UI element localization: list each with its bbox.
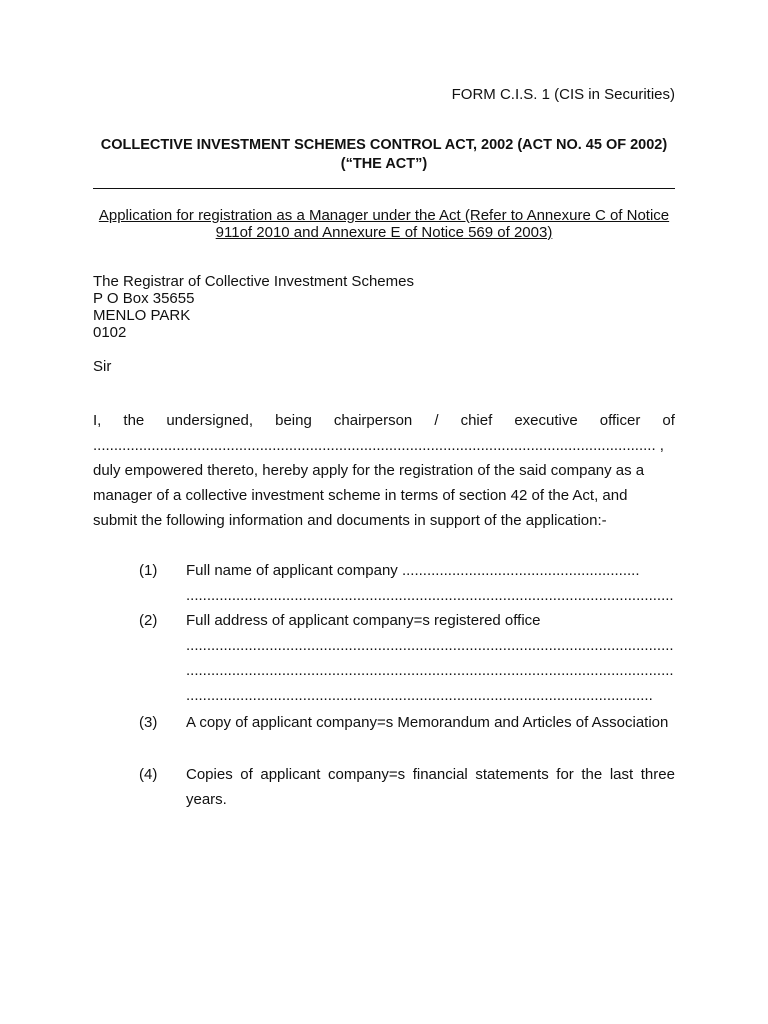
declaration-line: submit the following information and documents in support of the application:- (93, 512, 607, 529)
item-number: (2) (139, 612, 158, 629)
declaration-line: manager of a collective investment scheme in terms of section 42 of the Act, and (93, 487, 628, 504)
declaration-word: being (275, 412, 312, 429)
item-dotted-blank: ..................................................................................................................... (186, 587, 674, 604)
item-word: applicant (260, 766, 321, 783)
declaration-word: of (662, 412, 675, 429)
item-body (186, 762, 675, 812)
addressee-line: The Registrar of Collective Investment Schemes (93, 273, 414, 290)
declaration-line: duly empowered thereto, hereby apply for the registration of the said company as a (93, 462, 645, 479)
item-word: three (640, 766, 675, 783)
item-word: of (240, 766, 253, 783)
title-divider (93, 188, 675, 189)
addressee-line: P O Box 35655 (93, 290, 195, 307)
item-word: company=s (328, 766, 406, 783)
item-word: the (581, 766, 603, 783)
item-word: statements (475, 766, 549, 783)
addressee-line: MENLO PARK (93, 307, 191, 324)
declaration-word: I, (93, 412, 102, 429)
declaration-word: undersigned, (166, 412, 254, 429)
declaration-paragraph (93, 408, 675, 533)
item-number: (1) (139, 562, 158, 579)
declaration-word: the (123, 412, 145, 429)
act-title: COLLECTIVE INVESTMENT SCHEMES CONTROL ACT, 2002 (ACT NO. 45 OF 2002) (“THE ACT”) (100, 137, 668, 172)
item-word: Copies (186, 766, 233, 783)
declaration-word: chief (460, 412, 493, 429)
form-identifier: FORM C.I.S. 1 (CIS in Securities) (451, 86, 675, 103)
item-text: Full name of applicant company ......................................................... (186, 562, 640, 579)
declaration-word: executive (514, 412, 578, 429)
company-name-blank: ....................................................................................................................................... , (93, 437, 664, 454)
item-word: financial (412, 766, 468, 783)
item-number: (4) (139, 766, 158, 783)
item-dotted-blank: ..................................................................................................................... (186, 662, 674, 679)
declaration-first-line (93, 408, 675, 433)
item-body (186, 710, 675, 735)
item-word: for (556, 766, 574, 783)
addressee-line: 0102 (93, 324, 127, 341)
declaration-word: / (434, 412, 439, 429)
item-text: A copy of applicant company=s Memorandum and Articles of Association (186, 714, 669, 731)
item-body (186, 608, 675, 708)
item-dotted-blank: ..................................................................................................................... (186, 637, 674, 654)
application-heading: Application for registration as a Manager under the Act (Refer to Annexure C of Notice 911of 2010 and Annexure E of Notice 569 of 2003) (98, 207, 670, 241)
declaration-word: officer (599, 412, 641, 429)
item-text: Full address of applicant company=s registered office (186, 612, 541, 629)
item-dotted-blank: ................................................................................................................ (186, 687, 653, 704)
item-word: last (609, 766, 634, 783)
item-number: (3) (139, 714, 158, 731)
addressee-block (93, 273, 414, 341)
item-body (186, 558, 675, 608)
declaration-word: chairperson (333, 412, 413, 429)
item-text-first-line (186, 762, 675, 787)
item-text-second-line: years. (186, 791, 227, 808)
salutation: Sir (93, 358, 112, 375)
